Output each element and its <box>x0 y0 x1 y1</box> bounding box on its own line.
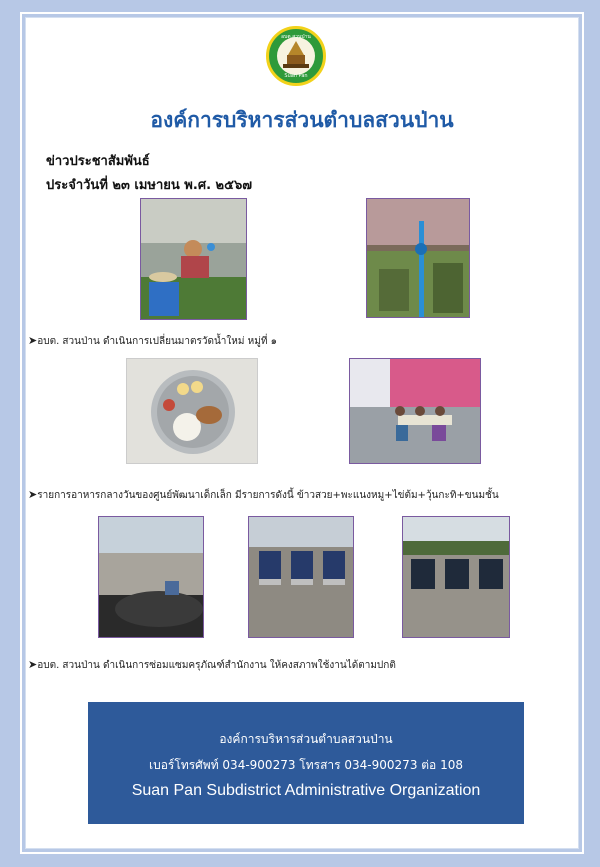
contact-footer <box>88 702 524 824</box>
organization-logo <box>266 26 326 86</box>
news-caption-1: ➤อบต. สวนป่าน ดำเนินการเปลี่ยนมาตรวัดน้ำใหม่ หมู่ที่ ๑ <box>28 334 277 347</box>
arrow-bullet-icon: ➤ <box>28 334 38 347</box>
section-label: ข่าวประชาสัมพันธ์ <box>46 154 150 169</box>
news-caption-3: ➤อบต. สวนป่าน ดำเนินการซ่อมแซมครุภัณฑ์สำนักงาน ให้คงสภาพใช้งานได้ตามปกติ <box>28 658 396 671</box>
news-card <box>26 18 578 848</box>
arrow-bullet-icon: ➤ <box>28 488 38 501</box>
date-line: ประจำวันที่ ๒๓ เมษายน พ.ศ. ๒๕๖๗ <box>46 178 252 193</box>
arrow-bullet-icon: ➤ <box>28 658 38 671</box>
footer-org-name-en: Suan Pan Subdistrict Administrative Organization <box>131 782 481 799</box>
news-caption-2: ➤รายการอาหารกลางวันของศูนย์พัฒนาเด็กเล็ก มีรายการดังนี้ ข้าวสวย+พะแนงหมู+ไข่ต้ม+วุ้นกะทิ+ขนมชั้น <box>28 488 499 501</box>
footer-org-name-th: องค์การบริหารส่วนตำบลสวนป่าน <box>219 732 393 746</box>
footer-contact: เบอร์โทรศัพท์ 034-900273 โทรสาร 034-900273 ต่อ 108 <box>149 758 463 772</box>
photo-children-eating <box>349 358 481 464</box>
photo-chair-repair-3 <box>402 516 510 638</box>
logo-bottom-text: Suan Pan <box>284 73 308 79</box>
photo-lunch-tray <box>126 358 258 464</box>
photo-chair-repair-1 <box>98 516 204 638</box>
photo-water-meter-workers <box>140 198 247 320</box>
page-title: องค์การบริหารส่วนตำบลสวนป่าน <box>150 108 454 132</box>
photo-chair-repair-2 <box>248 516 354 638</box>
logo-top-text: อบต.สวนป่าน <box>281 34 311 40</box>
photo-new-water-meter <box>366 198 470 318</box>
